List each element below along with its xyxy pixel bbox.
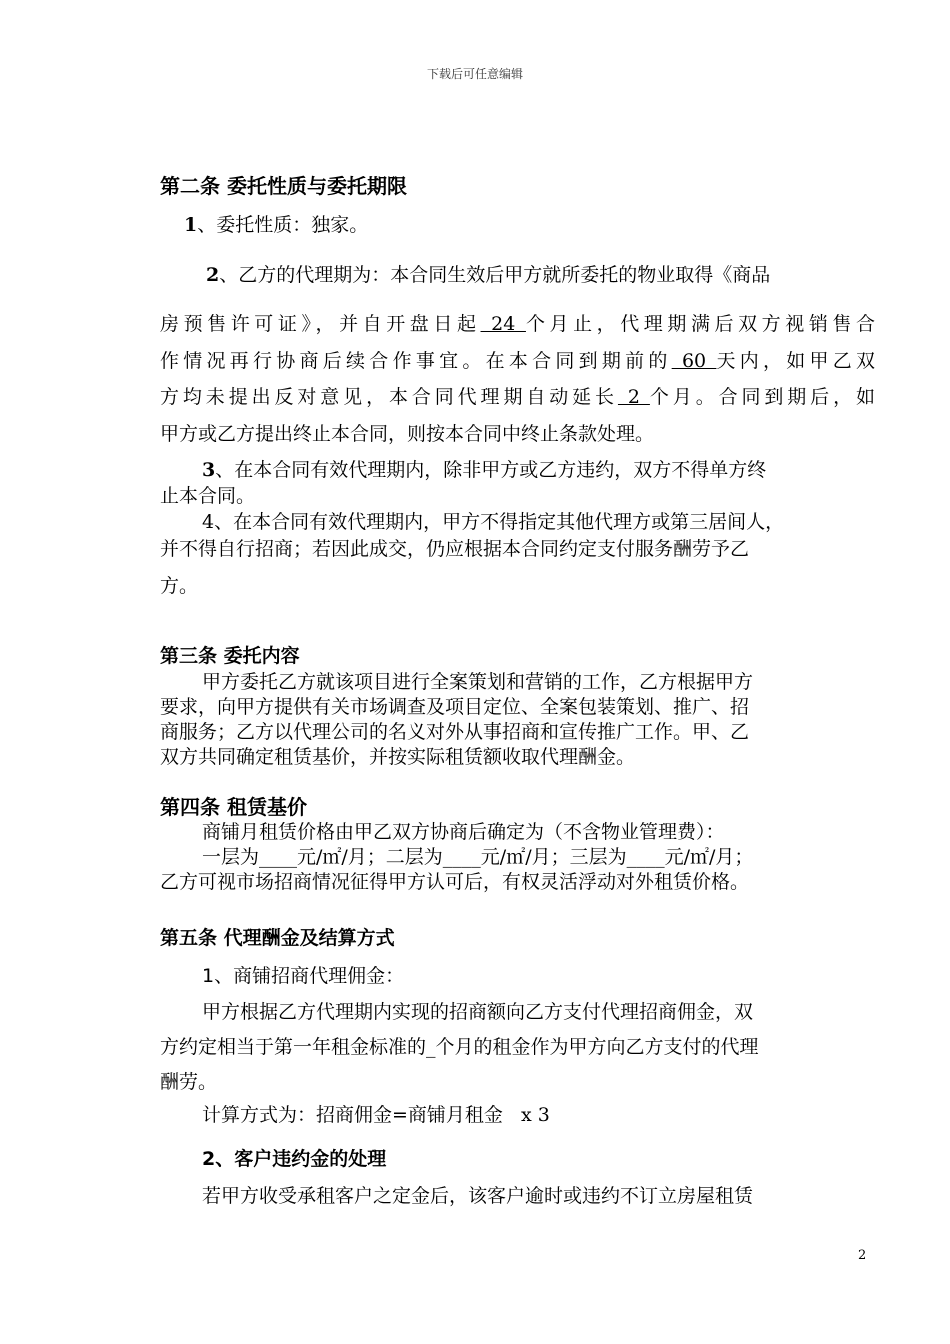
article-2-item-2-line-4 — [160, 382, 875, 409]
article-2-item-3-line-1 — [202, 455, 766, 482]
article-4-line-1: 商铺月租赁价格由甲乙双方协商后确定为（不含物业管理费）： — [202, 821, 725, 843]
text: 方均未提出反对意见，本合同代理期自动延长 — [160, 386, 618, 408]
article-3-line-4: 双方共同确定租赁基价，并按实际租赁额收取代理酬金。 — [160, 746, 636, 768]
article-2-item-2-line-1 — [206, 260, 770, 287]
article-5-section-2-line-1: 若甲方收受承租客户之定金后，该客户逾时或违约不订立房屋租赁 — [202, 1185, 754, 1207]
article-2-item-4-line-3: 方。 — [160, 575, 199, 597]
item-text: 、乙方的代理期为：本合同生效后甲方就所委托的物业取得《商品 — [219, 264, 771, 286]
extension-value: 2 — [617, 386, 650, 408]
article-2-item-2-line-2 — [160, 309, 875, 336]
article-2-item-4-line-1: 4、在本合同有效代理期内，甲方不得指定其他代理方或第三居间人， — [202, 511, 785, 533]
text: 个月止，代理期满后双方视销售合 — [525, 313, 875, 335]
article-5-section-1-line-1: 甲方根据乙方代理期内实现的招商额向乙方支付代理招商佣金，双 — [202, 1001, 754, 1023]
article-3-line-1: 甲方委托乙方就该项目进行全案策划和营销的工作，乙方根据甲方 — [202, 671, 754, 693]
article-2-item-4-line-2: 并不得自行招商；若因此成交，仍应根据本合同约定支付服务酬劳予乙 — [160, 538, 750, 560]
article-3-line-2: 要求，向甲方提供有关市场调查及项目定位、全案包装策划、推广、招 — [160, 696, 750, 718]
text: 天内，如甲乙双 — [716, 350, 875, 372]
article-5-section-1-line-3: 酬劳。 — [160, 1071, 218, 1093]
text: 个月。合同到期后，如 — [649, 386, 875, 408]
article-4-line-3: 乙方可视市场招商情况征得甲方认可后，有权灵活浮动对外租赁价格。 — [160, 871, 750, 893]
article-2-item-2-line-3 — [160, 346, 875, 373]
article-4-title: 第四条 租赁基价 — [160, 795, 307, 819]
article-5-section-1-line-2: 方约定相当于第一年租金标准的_个月的租金作为甲方向乙方支付的代理 — [160, 1036, 759, 1058]
item-number: 2 — [206, 264, 220, 286]
page-header: 下载后可任意编辑 — [426, 67, 523, 81]
article-5-section-2-title: 2、客户违约金的处理 — [202, 1148, 387, 1170]
item-number: 1 — [184, 214, 198, 236]
article-5-section-1-title: 1、商铺招商代理佣金： — [202, 965, 405, 987]
days-value: 60 — [671, 350, 717, 372]
item-text: 、在本合同有效代理期内，除非甲方或乙方违约，双方不得单方终 — [215, 459, 767, 481]
article-5-calculation: 计算方式为：招商佣金=商铺月租金 x 3 — [202, 1104, 550, 1126]
months-value: 24 — [480, 313, 526, 335]
article-2-title: 第二条 委托性质与委托期限 — [160, 174, 407, 198]
article-5-title: 第五条 代理酬金及结算方式 — [160, 927, 395, 949]
item-number: 3 — [202, 459, 216, 481]
text: 房预售许可证》，并自开盘日起 — [160, 313, 481, 335]
text: 作情况再行协商后续合作事宜。在本合同到期前的 — [160, 350, 672, 372]
article-2-item-3-line-2: 止本合同。 — [160, 485, 256, 507]
article-4-line-2: 一层为____元/㎡/月；二层为____元/㎡/月；三层为____元/㎡/月； — [202, 846, 754, 868]
article-3-line-3: 商服务；乙方以代理公司的名义对外从事招商和宣传推广工作。甲、乙 — [160, 721, 750, 743]
article-2-item-1 — [184, 210, 368, 237]
article-3-title: 第三条 委托内容 — [160, 645, 300, 667]
page-number: 2 — [858, 1248, 867, 1263]
article-2-item-2-line-5: 甲方或乙方提出终止本合同，则按本合同中终止条款处理。 — [160, 423, 655, 445]
item-text: 、委托性质：独家。 — [197, 214, 369, 236]
